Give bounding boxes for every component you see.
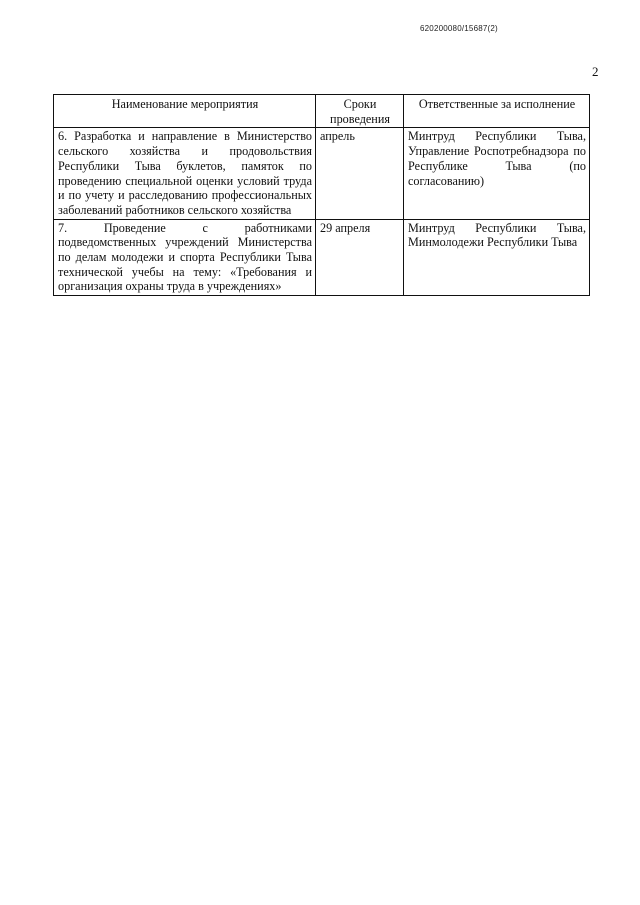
cell-event-name: 7. Проведение с работниками подведомственных учреждений Министерства по делам молодежи и спорта Республики Тыва технической учебы на тему: «Требования и организация охраны труда в учреждениях» [54,219,316,296]
document-id: 620200080/15687(2) [420,24,498,33]
events-table [53,94,590,296]
table-row [54,128,590,219]
cell-event-name: 6. Разработка и направление в Министерство сельского хозяйства и продовольствия Республики Тыва буклетов, памяток по проведению специальной оценки условий труда и по учету и расследованию профессиональных заболеваний работников сельского хозяйства [54,128,316,219]
table-header-row [54,95,590,128]
header-deadline: Сроки проведения [316,95,404,128]
cell-responsible: Минтруд Республики Тыва, Минмолодежи Республики Тыва [404,219,590,296]
table-body [54,128,590,296]
cell-deadline: 29 апреля [316,219,404,296]
header-responsible: Ответственные за исполнение [404,95,590,128]
cell-responsible: Минтруд Республики Тыва, Управление Роспотребнадзора по Республике Тыва (по согласованию) [404,128,590,219]
header-event-name: Наименование мероприятия [54,95,316,128]
cell-deadline: апрель [316,128,404,219]
page-number: 2 [592,64,599,79]
table-row [54,219,590,296]
table-header [54,95,590,128]
